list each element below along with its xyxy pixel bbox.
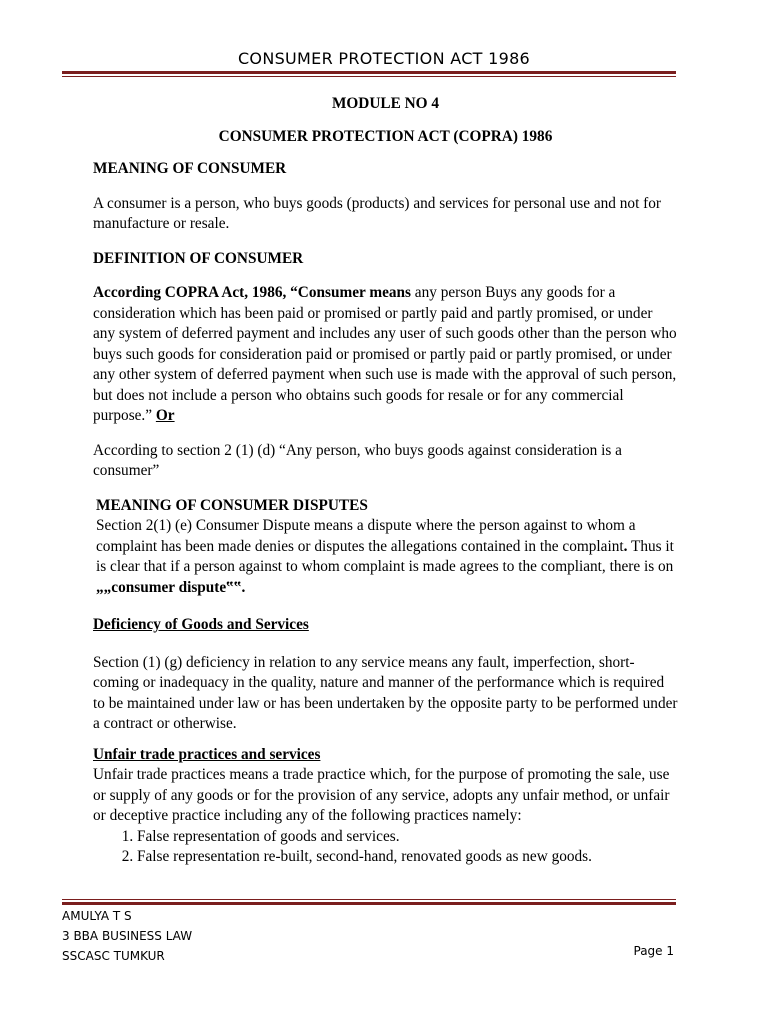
definition-paragraph	[93, 283, 678, 427]
page-header-title: CONSUMER PROTECTION ACT 1986	[237, 49, 531, 68]
list-item: 1. False representation of goods and services.	[137, 827, 678, 848]
disputes-paragraph	[93, 516, 678, 598]
unfair-heading: Unfair trade practices and services	[93, 745, 321, 763]
document-body	[93, 94, 678, 868]
college-name: SSCASC TUMKUR	[62, 949, 165, 963]
section-2-1-d-paragraph: According to section 2 (1) (d) “Any person, who buys goods against consideration is a consumer”	[93, 441, 622, 479]
disputes-heading: MEANING OF CONSUMER DISPUTES	[96, 496, 368, 514]
act-title: CONSUMER PROTECTION ACT (COPRA) 1986	[218, 127, 553, 145]
definition-heading: DEFINITION OF CONSUMER	[93, 249, 304, 267]
definition-lead: According COPRA Act, 1986, “Consumer means	[93, 284, 411, 301]
definition-text: any person Buys any goods for a consideration which has been paid or promised or partly paid and partly promised, or under any system of deferred payment and includes any user of such goods other than the person who buys such goods for consideration paid or promised or partly paid or partly promised, or under any other system of deferred payment when such use is made with the approval of such person, but does not include a person who obtains such goods for resale or for any commercial purpose.”	[93, 284, 677, 424]
unfair-paragraph: Unfair trade practices means a trade practice which, for the purpose of promoting the sale, use or supply of any goods or for the provision of any service, adopts any unfair method, or unfair or deceptive practice including any of the following practices namely:	[93, 766, 670, 824]
header-rule	[62, 71, 676, 77]
page-number: Page 1	[633, 944, 674, 958]
disputes-text-a: Section 2(1) (e) Consumer Dispute means a dispute where the person against to whom a complaint has been made denies or disputes the allegations contained in the complaint	[96, 517, 636, 555]
disputes-text-b: Thus it is clear that if a person against to whom complaint is made agrees to the compliant, there is on	[96, 537, 674, 575]
deficiency-paragraph: Section (1) (g) deficiency in relation to any service means any fault, imperfection, short-coming or inadequacy in the quality, nature and manner of the performance which is required to be maintained under law or has been undertaken by the opposite party to be performed under a contract or otherwise.	[93, 653, 678, 732]
disputes-dot: .	[623, 537, 628, 555]
meaning-heading: MEANING OF CONSUMER	[93, 160, 287, 177]
or-label: Or	[155, 407, 175, 424]
consumer-dispute-term: „„consumer dispute‟‟.	[96, 578, 246, 596]
unfair-practices-list	[93, 827, 678, 868]
author-name: AMULYA T S	[62, 909, 132, 923]
course-name: 3 BBA BUSINESS LAW	[62, 929, 193, 943]
page-footer	[62, 906, 676, 966]
meaning-paragraph: A consumer is a person, who buys goods (products) and services for personal use and not for manufacture or resale.	[93, 194, 661, 232]
module-title: MODULE NO 4	[331, 95, 440, 112]
deficiency-heading: Deficiency of Goods and Services	[93, 616, 309, 633]
list-item: 2. False representation re-built, second-hand, renovated goods as new goods.	[137, 847, 678, 868]
footer-rule	[62, 899, 676, 905]
